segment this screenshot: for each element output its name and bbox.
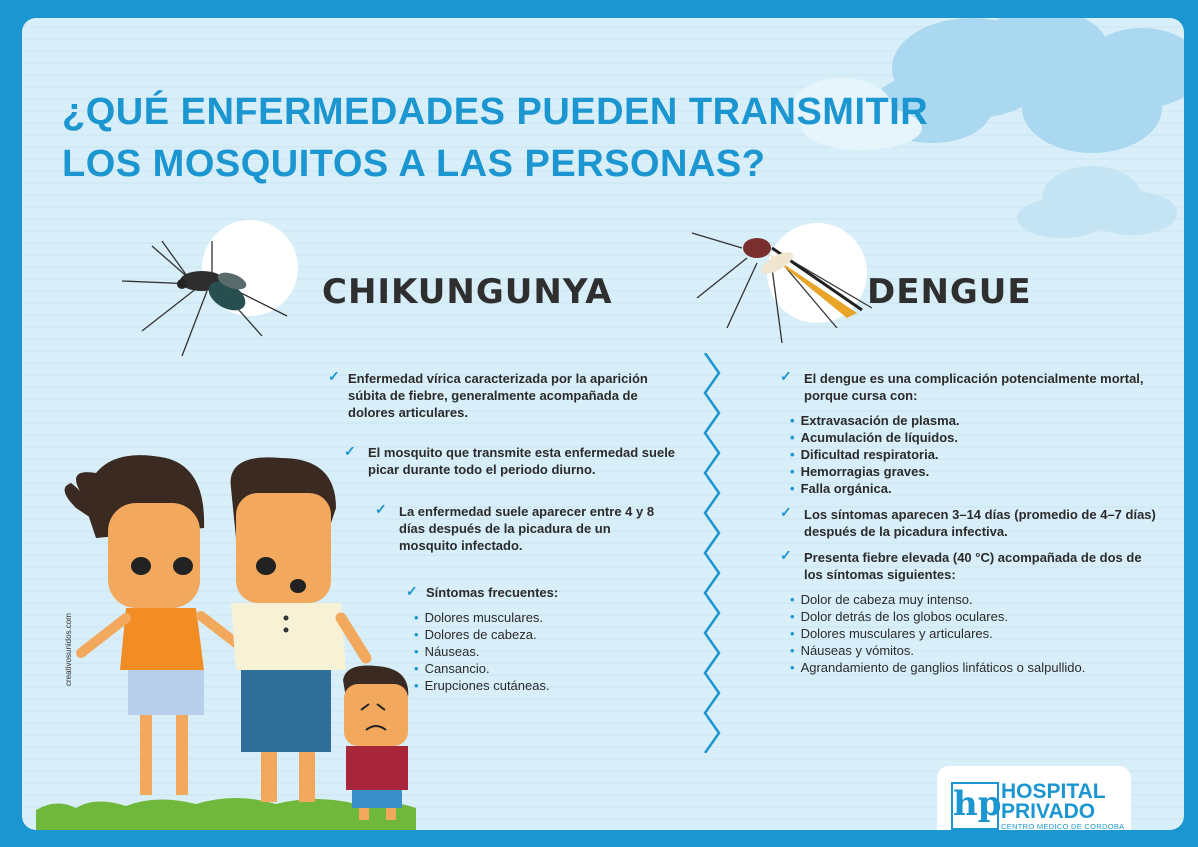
- bullet-icon: •: [790, 592, 795, 607]
- zigzag-divider: [697, 353, 727, 753]
- list-item: • Dificultad respiratoria.: [790, 447, 939, 462]
- chik-point-2: El mosquito que transmite esta enfermedad suele picar durante todo el periodo diurno.: [368, 445, 676, 477]
- list-item: • Cansancio.: [414, 661, 490, 676]
- list-item: • Náuseas y vómitos.: [790, 643, 914, 658]
- logo-line-2: PRIVADO: [1001, 800, 1096, 823]
- list-item: • Falla orgánica.: [790, 481, 892, 496]
- check-icon: ✓: [780, 547, 792, 563]
- mosquito-icon: [112, 236, 312, 366]
- list-item: • Extravasación de plasma.: [790, 413, 960, 428]
- check-icon: ✓: [328, 368, 340, 384]
- chik-point-3: La enfermedad suele aparecer entre 4 y 8 días después de la picadura de un mosquito infectado.: [399, 504, 655, 553]
- title-line-2: LOS MOSQUITOS A LAS PERSONAS?: [62, 143, 766, 185]
- dengue-title: DENGUE: [867, 272, 1032, 312]
- check-icon: ✓: [780, 368, 792, 384]
- logo-line-1: HOSPITAL: [1001, 780, 1106, 803]
- infographic-panel: [22, 18, 1184, 830]
- list-item: • Erupciones cutáneas.: [414, 678, 550, 693]
- mosquito-icon-dengue: [687, 218, 887, 348]
- chikungunya-title: CHIKUNGUNYA: [322, 272, 613, 312]
- list-item: • Dolores de cabeza.: [414, 627, 537, 642]
- dengue-intro: El dengue es una complicación potencialmente mortal, porque cursa con:: [804, 371, 1144, 403]
- chik-point-1: Enfermedad vírica caracterizada por la aparición súbita de fiebre, generalmente acompañada de dolores articulares.: [348, 371, 648, 420]
- list-item: • Acumulación de líquidos.: [790, 430, 959, 445]
- bullet-icon: •: [414, 661, 419, 676]
- bullet-icon: •: [790, 447, 795, 462]
- bullet-icon: •: [414, 627, 419, 642]
- list-item: • Agrandamiento de ganglios linfáticos o salpullido.: [790, 660, 1086, 675]
- chik-symptoms-title: Síntomas frecuentes:: [426, 585, 559, 600]
- logo-line-3: CENTRO MEDICO DE CORDOBA: [1001, 822, 1125, 830]
- dengue-timing: Los síntomas aparecen 3–14 días (promedio de 4–7 días) después de la picadura infectiva.: [804, 507, 1156, 539]
- logo-mark: hp: [951, 782, 999, 830]
- bullet-icon: •: [790, 643, 795, 658]
- bullet-icon: •: [790, 413, 795, 428]
- bullet-icon: •: [790, 481, 795, 496]
- bullet-icon: •: [790, 430, 795, 445]
- title-line-1: ¿QUÉ ENFERMEDADES PUEDEN TRANSMITIR: [62, 91, 929, 133]
- list-item: • Dolores musculares.: [414, 610, 544, 625]
- check-icon: ✓: [406, 583, 418, 599]
- list-item: • Dolores musculares y articulares.: [790, 626, 993, 641]
- credit-text: creativosunidos.com: [64, 613, 73, 686]
- bullet-icon: •: [790, 660, 795, 675]
- bullet-icon: •: [414, 610, 419, 625]
- bullet-icon: •: [790, 464, 795, 479]
- bullet-icon: •: [414, 678, 419, 693]
- list-item: • Náuseas.: [414, 644, 480, 659]
- hospital-logo: [937, 766, 1131, 830]
- list-item: • Dolor detrás de los globos oculares.: [790, 609, 1008, 624]
- bullet-icon: •: [414, 644, 419, 659]
- check-icon: ✓: [780, 504, 792, 520]
- dengue-fever: Presenta fiebre elevada (40 °C) acompañada de dos de los síntomas siguientes:: [804, 550, 1142, 582]
- check-icon: ✓: [375, 501, 387, 517]
- list-item: • Hemorragias graves.: [790, 464, 930, 479]
- page-title: [62, 86, 962, 190]
- family-illustration: [36, 448, 416, 830]
- list-item: • Dolor de cabeza muy intenso.: [790, 592, 973, 607]
- check-icon: ✓: [344, 443, 356, 459]
- bullet-icon: •: [790, 609, 795, 624]
- bullet-icon: •: [790, 626, 795, 641]
